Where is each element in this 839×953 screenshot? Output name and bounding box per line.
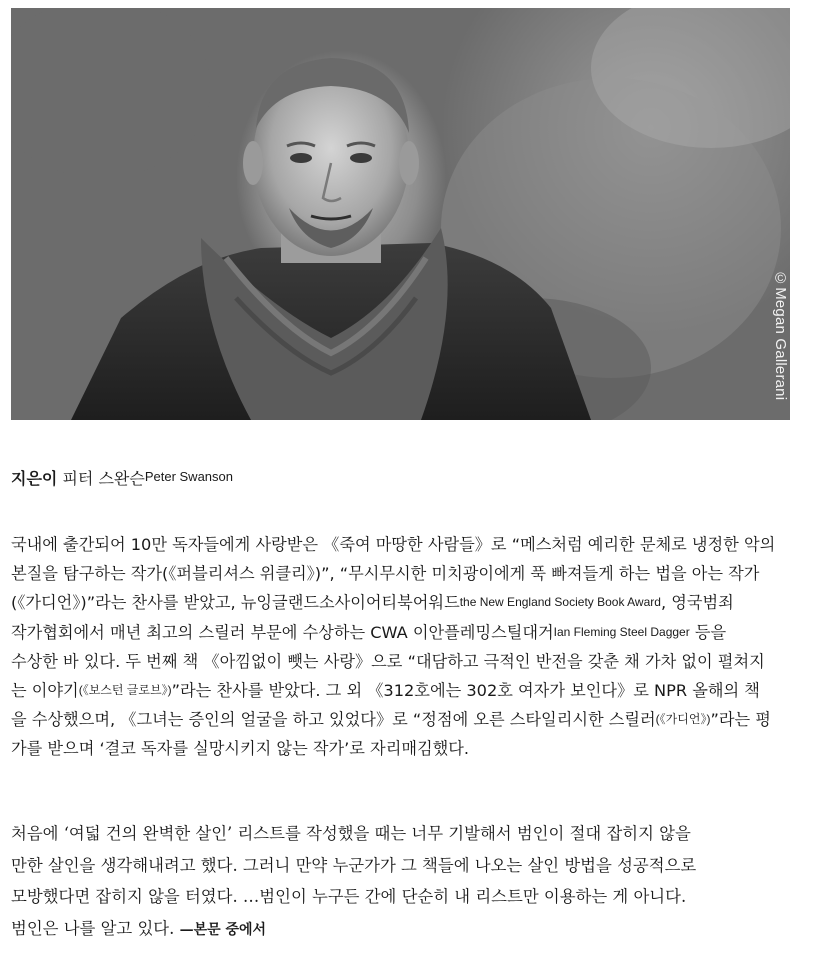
bio-text: 을 수상했으며, 《그녀는 증인의 얼굴을 하고 있었다》로 “정점에 오른 스타일리시한 스릴러 xyxy=(11,710,656,730)
author-photo xyxy=(11,8,790,420)
bio-line: 국내에 출간되어 10만 독자들에게 사랑받은 《죽여 마땅한 사람들》로 “메스처럼 예리한 문체로 냉정한 악의 xyxy=(11,535,776,554)
author-name-korean: 피터 스완슨 xyxy=(57,469,145,488)
excerpt-line: 만한 살인을 생각해내려고 했다. 그러니 만약 누군가가 그 책들에 나오는 살인 방법을 성공적으로 xyxy=(11,855,697,875)
author-bio xyxy=(11,530,831,764)
bio-text: 작가협회에서 매년 최고의 스릴러 부문에 수상하는 CWA 이안플레밍스틸대거 xyxy=(11,622,554,642)
award-name-english: Ian Fleming Steel Dagger xyxy=(553,624,690,639)
photo-credit: ©Megan Gallerani xyxy=(772,270,789,401)
bio-line: 수상한 바 있다. 두 번째 책 《아낌없이 뺏는 사랑》으로 “대담하고 극적인 반전을 갖춘 채 가차 없이 펼쳐지 xyxy=(11,651,765,671)
excerpt-line xyxy=(11,913,833,947)
bio-line xyxy=(11,618,831,647)
portrait-illustration xyxy=(11,8,790,420)
bio-text: (《가디언》)”라는 찬사를 받았고, 뉴잉글랜드소사이어티북어워드 xyxy=(11,593,460,613)
author-line xyxy=(11,466,233,489)
author-name-english: Peter Swanson xyxy=(144,469,233,484)
bio-text: ”라는 평 xyxy=(710,710,771,730)
bio-line: 가를 받으며 ‘결코 독자를 실망시키지 않는 작가’로 자리매김했다. xyxy=(11,739,470,759)
source-citation: (《보스턴 글로브》) xyxy=(78,683,172,698)
bio-line xyxy=(11,588,831,617)
book-excerpt xyxy=(11,818,833,947)
excerpt-text: 범인은 나를 알고 있다. xyxy=(11,919,180,939)
bio-text: ”라는 찬사를 받았다. 그 외 《312호에는 302호 여자가 보인다》로 NPR 올해의 책 xyxy=(171,681,760,701)
excerpt-source: —본문 중에서 xyxy=(179,922,267,939)
excerpt-line: 모방했다면 잡히지 않을 터였다. …범인이 누구든 간에 단순히 내 리스트만 이용하는 게 아니다. xyxy=(11,887,687,907)
bio-text: , 영국범죄 xyxy=(660,593,734,613)
bio-line xyxy=(11,705,831,734)
bio-text: 등을 xyxy=(689,622,727,642)
bio-line: 본질을 탐구하는 작가(《퍼블리셔스 위클리》)”, “무시무시한 미치광이에게 푹 빠져들게 하는 법을 아는 작가 xyxy=(11,564,760,584)
author-label: 지은이 xyxy=(11,469,58,488)
source-citation: (《가디언》) xyxy=(655,712,711,727)
award-name-english: the New England Society Book Award xyxy=(459,595,661,610)
excerpt-line: 처음에 ‘여덟 건의 완벽한 살인’ 리스트를 작성했을 때는 너무 기발해서 범인이 절대 잡히지 않을 xyxy=(11,824,691,843)
bio-line xyxy=(11,676,831,705)
bio-text: 는 이야기 xyxy=(11,681,79,701)
